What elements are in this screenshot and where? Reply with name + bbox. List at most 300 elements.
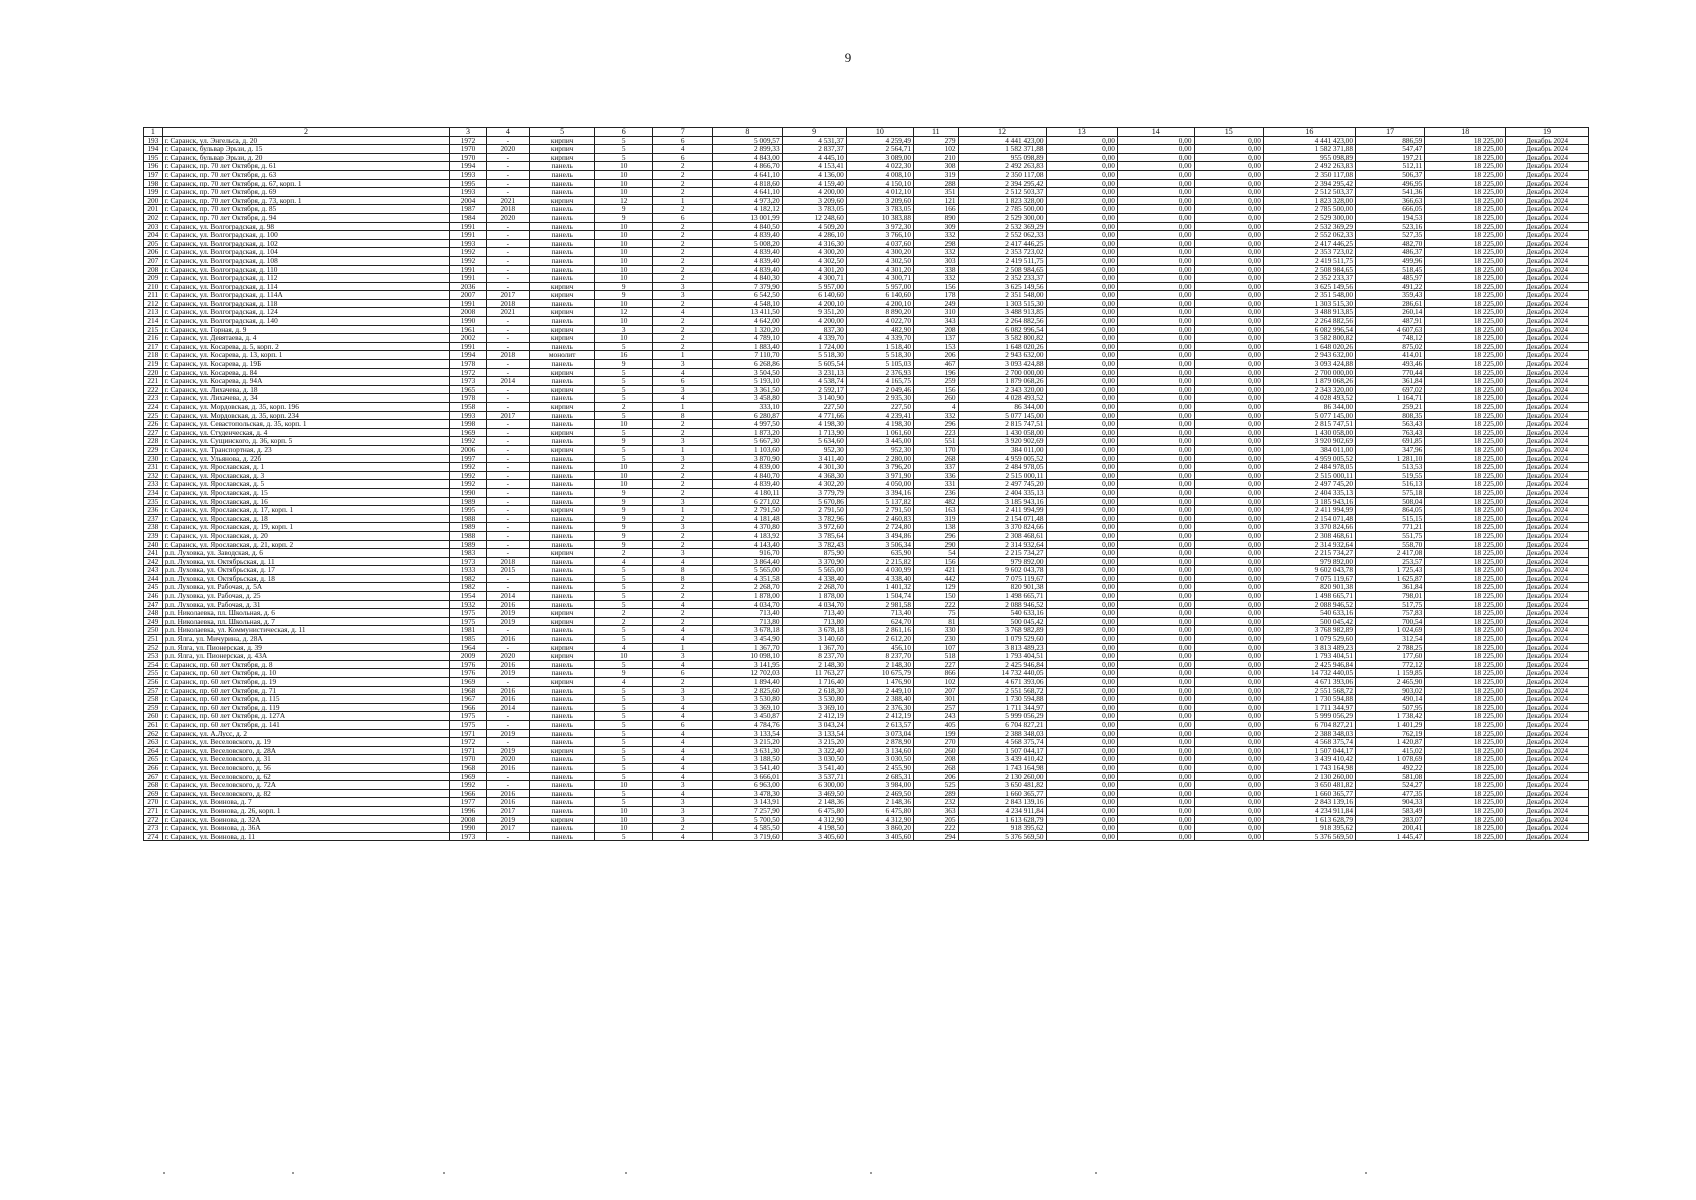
table-row bbox=[144, 592, 1589, 601]
table-cell: Декабрь 2024 bbox=[1506, 394, 1589, 403]
table-cell: 18 225,00 bbox=[1425, 583, 1506, 592]
table-cell: 0,00 bbox=[1046, 239, 1117, 248]
table-cell: 3 445,00 bbox=[846, 437, 913, 446]
table-cell: 261 bbox=[144, 720, 163, 729]
table-cell: 3 782,43 bbox=[782, 540, 846, 549]
table-cell: 2 148,36 bbox=[846, 798, 913, 807]
table-cell: 1 159,85 bbox=[1355, 669, 1424, 678]
table-cell: 2 791,50 bbox=[846, 506, 913, 515]
table-cell: г. Саранск, пр. 60 лет Октября, д. 19 bbox=[162, 678, 450, 687]
table-cell: 0,00 bbox=[1117, 506, 1194, 515]
table-cell: Декабрь 2024 bbox=[1506, 617, 1589, 626]
table-cell: 237 bbox=[144, 514, 163, 523]
table-cell: 4 bbox=[914, 403, 959, 412]
table-cell: 456,10 bbox=[846, 643, 913, 652]
table-cell: 0,00 bbox=[1046, 394, 1117, 403]
table-cell: 0,00 bbox=[1194, 497, 1263, 506]
table-cell: 170 bbox=[914, 445, 959, 454]
table-cell: Декабрь 2024 bbox=[1506, 832, 1589, 841]
table-cell: 0,00 bbox=[1117, 256, 1194, 265]
table-cell: панель bbox=[530, 720, 595, 729]
table-row bbox=[144, 274, 1589, 283]
table-cell: 225 bbox=[144, 411, 163, 420]
table-cell: 0,00 bbox=[1117, 342, 1194, 351]
table-cell: 1 613 628,79 bbox=[1263, 815, 1355, 824]
table-cell: 1991 bbox=[450, 222, 486, 231]
table-cell: 1973 bbox=[450, 557, 486, 566]
table-cell: Декабрь 2024 bbox=[1506, 729, 1589, 738]
table-cell: 255 bbox=[144, 669, 163, 678]
table-cell: 2 148,30 bbox=[846, 660, 913, 669]
table-cell: 0,00 bbox=[1117, 145, 1194, 154]
table-cell: 635,90 bbox=[846, 549, 913, 558]
table-cell: 5 bbox=[595, 136, 653, 145]
table-cell: - bbox=[486, 239, 529, 248]
table-cell: 3 209,60 bbox=[846, 196, 913, 205]
table-cell: - bbox=[486, 772, 529, 781]
table-cell: г. Саранск, ул. Веселовского, д. 82 bbox=[162, 789, 450, 798]
table-cell: - bbox=[486, 188, 529, 197]
table-cell: Декабрь 2024 bbox=[1506, 420, 1589, 429]
table-cell: 500 045,42 bbox=[958, 617, 1046, 626]
table-cell: 820 901,38 bbox=[1263, 583, 1355, 592]
table-cell: 0,00 bbox=[1117, 729, 1194, 738]
table-cell: 272 bbox=[144, 815, 163, 824]
table-cell: 2 815 747,51 bbox=[958, 420, 1046, 429]
table-cell: 197,21 bbox=[1355, 153, 1424, 162]
table-cell: 541,36 bbox=[1355, 188, 1424, 197]
table-cell: 2 791,50 bbox=[713, 506, 782, 515]
table-cell: 5 634,60 bbox=[782, 437, 846, 446]
table-cell: 18 225,00 bbox=[1425, 136, 1506, 145]
table-cell: г. Саранск, ул. Веселовского, д. 31 bbox=[162, 755, 450, 764]
table-cell: Декабрь 2024 bbox=[1506, 454, 1589, 463]
scan-speck bbox=[1365, 1172, 1367, 1174]
table-cell: 3 bbox=[595, 325, 653, 334]
table-cell: панель bbox=[530, 420, 595, 429]
table-cell: 11 763,27 bbox=[782, 669, 846, 678]
table-cell: 0,00 bbox=[1117, 196, 1194, 205]
table-cell: 3 133,54 bbox=[782, 729, 846, 738]
table-cell: 0,00 bbox=[1117, 806, 1194, 815]
table-cell: 0,00 bbox=[1046, 609, 1117, 618]
table-cell: 18 225,00 bbox=[1425, 531, 1506, 540]
table-cell: 236 bbox=[144, 506, 163, 515]
table-cell: 209 bbox=[144, 274, 163, 283]
table-cell: Декабрь 2024 bbox=[1506, 274, 1589, 283]
table-cell: панель bbox=[530, 239, 595, 248]
table-cell: Декабрь 2024 bbox=[1506, 789, 1589, 798]
table-cell: 0,00 bbox=[1117, 265, 1194, 274]
table-cell: 298 bbox=[914, 239, 959, 248]
table-cell: 2 411 994,99 bbox=[958, 506, 1046, 515]
table-row bbox=[144, 729, 1589, 738]
table-cell: Декабрь 2024 bbox=[1506, 428, 1589, 437]
table-cell: 4 818,60 bbox=[713, 179, 782, 188]
scan-speck bbox=[292, 1172, 294, 1174]
table-cell: Декабрь 2024 bbox=[1506, 463, 1589, 472]
table-cell: Декабрь 2024 bbox=[1506, 445, 1589, 454]
table-cell: 2 788,25 bbox=[1355, 643, 1424, 652]
table-cell: 0,00 bbox=[1117, 678, 1194, 687]
table-cell: 2017 bbox=[486, 806, 529, 815]
table-cell: 5 565,00 bbox=[782, 566, 846, 575]
table-cell: 0,00 bbox=[1194, 299, 1263, 308]
table-cell: 4 153,41 bbox=[782, 162, 846, 171]
table-cell: 14 732 440,05 bbox=[1263, 669, 1355, 678]
table-cell: 1 078,69 bbox=[1355, 755, 1424, 764]
table-cell: 18 225,00 bbox=[1425, 360, 1506, 369]
table-cell: 279 bbox=[914, 136, 959, 145]
table-cell: 2009 bbox=[450, 652, 486, 661]
table-cell: 10 bbox=[595, 317, 653, 326]
table-cell: 232 bbox=[914, 798, 959, 807]
table-cell: 18 225,00 bbox=[1425, 772, 1506, 781]
table-cell: 10 bbox=[595, 463, 653, 472]
table-cell: 2 404 335,13 bbox=[958, 488, 1046, 497]
table-cell: 18 225,00 bbox=[1425, 420, 1506, 429]
table-cell: 2 943 632,00 bbox=[958, 351, 1046, 360]
table-cell: 0,00 bbox=[1117, 686, 1194, 695]
table-cell: 4 286,10 bbox=[782, 231, 846, 240]
table-cell: 2 388 348,03 bbox=[958, 729, 1046, 738]
table-cell: Декабрь 2024 bbox=[1506, 523, 1589, 532]
table-cell: панель bbox=[530, 660, 595, 669]
table-cell: 18 225,00 bbox=[1425, 317, 1506, 326]
table-cell: 2 412,19 bbox=[782, 712, 846, 721]
table-cell: монолит bbox=[530, 351, 595, 360]
table-cell: 3 133,54 bbox=[713, 729, 782, 738]
table-cell: 1988 bbox=[450, 514, 486, 523]
table-cell: 713,40 bbox=[782, 609, 846, 618]
table-cell: 2 899,33 bbox=[713, 145, 782, 154]
table-row bbox=[144, 385, 1589, 394]
table-cell: 218 bbox=[144, 351, 163, 360]
table-cell: панель bbox=[530, 712, 595, 721]
table-cell: 2016 bbox=[486, 789, 529, 798]
table-cell: 4 bbox=[653, 703, 713, 712]
table-cell: - bbox=[486, 540, 529, 549]
table-cell: г. Саранск, ул. Косарева, д. 13, корп. 1 bbox=[162, 351, 450, 360]
table-cell: 1977 bbox=[450, 798, 486, 807]
table-cell: г. Саранск, ул. Волгоградская, д. 104 bbox=[162, 248, 450, 257]
table-row bbox=[144, 540, 1589, 549]
table-cell: 2 264 882,56 bbox=[1263, 317, 1355, 326]
table-cell: 5 bbox=[595, 798, 653, 807]
table-cell: 3 209,60 bbox=[782, 196, 846, 205]
table-cell: 243 bbox=[914, 712, 959, 721]
table-row bbox=[144, 635, 1589, 644]
table-cell: 200,41 bbox=[1355, 824, 1424, 833]
table-row bbox=[144, 170, 1589, 179]
table-cell: - bbox=[486, 274, 529, 283]
table-cell: 770,44 bbox=[1355, 368, 1424, 377]
table-cell: 2 564,71 bbox=[846, 145, 913, 154]
table-cell: 211 bbox=[144, 291, 163, 300]
table-cell: кирпич bbox=[530, 196, 595, 205]
table-cell: Декабрь 2024 bbox=[1506, 188, 1589, 197]
scan-speck bbox=[443, 1172, 445, 1174]
table-cell: 6 140,60 bbox=[846, 291, 913, 300]
table-cell: 2 088 946,52 bbox=[1263, 600, 1355, 609]
table-cell: 1 873,20 bbox=[713, 428, 782, 437]
table-cell: Декабрь 2024 bbox=[1506, 755, 1589, 764]
table-cell: 253,57 bbox=[1355, 557, 1424, 566]
table-cell: Декабрь 2024 bbox=[1506, 291, 1589, 300]
table-cell: 4 bbox=[653, 729, 713, 738]
table-cell: 2 551 568,72 bbox=[958, 686, 1046, 695]
column-header: 1 bbox=[144, 128, 163, 137]
table-cell: 5 bbox=[595, 755, 653, 764]
table-cell: панель bbox=[530, 531, 595, 540]
table-cell: 2004 bbox=[450, 196, 486, 205]
table-cell: 241 bbox=[144, 549, 163, 558]
table-cell: 523,16 bbox=[1355, 222, 1424, 231]
table-cell: 0,00 bbox=[1046, 428, 1117, 437]
table-cell: - bbox=[486, 385, 529, 394]
table-cell: Декабрь 2024 bbox=[1506, 583, 1589, 592]
table-cell: 558,70 bbox=[1355, 540, 1424, 549]
table-cell: р.п. Луховка, ул. Рабочая, д. 5А bbox=[162, 583, 450, 592]
table-cell: 864,05 bbox=[1355, 506, 1424, 515]
table-cell: г. Саранск, ул. Воинова, д. 26, корп. 1 bbox=[162, 806, 450, 815]
table-cell: 3 870,90 bbox=[713, 454, 782, 463]
table-cell: 772,12 bbox=[1355, 660, 1424, 669]
table-cell: Декабрь 2024 bbox=[1506, 213, 1589, 222]
table-cell: 260 bbox=[144, 712, 163, 721]
table-cell: 3 813 489,23 bbox=[1263, 643, 1355, 652]
table-cell: г. Саранск, ул. Севастопольская, д. 35, корп. 1 bbox=[162, 420, 450, 429]
table-cell: Декабрь 2024 bbox=[1506, 265, 1589, 274]
table-cell: панель bbox=[530, 454, 595, 463]
table-cell: 2 724,80 bbox=[846, 523, 913, 532]
table-cell: 216 bbox=[144, 334, 163, 343]
table-cell: 259 bbox=[914, 377, 959, 386]
table-cell: 1 660 365,77 bbox=[958, 789, 1046, 798]
table-cell: Декабрь 2024 bbox=[1506, 600, 1589, 609]
table-cell: 2 532 369,29 bbox=[1263, 222, 1355, 231]
table-cell: 4 301,20 bbox=[782, 265, 846, 274]
table-cell: 361,84 bbox=[1355, 583, 1424, 592]
table-cell: 3 089,00 bbox=[846, 153, 913, 162]
table-cell: 2 bbox=[653, 248, 713, 257]
table-cell: - bbox=[486, 471, 529, 480]
table-cell: 477,35 bbox=[1355, 789, 1424, 798]
table-cell: 18 225,00 bbox=[1425, 428, 1506, 437]
table-cell: 4 022,30 bbox=[846, 162, 913, 171]
table-cell: 1970 bbox=[450, 755, 486, 764]
table-cell: 18 225,00 bbox=[1425, 153, 1506, 162]
table-cell: 2 351 548,00 bbox=[958, 291, 1046, 300]
table-cell: 227,50 bbox=[782, 403, 846, 412]
table-cell: - bbox=[486, 712, 529, 721]
table-cell: - bbox=[486, 368, 529, 377]
table-cell: 4 607,63 bbox=[1355, 325, 1424, 334]
table-cell: 2 618,30 bbox=[782, 686, 846, 695]
table-cell: 206 bbox=[914, 772, 959, 781]
table-row bbox=[144, 824, 1589, 833]
table-cell: 1970 bbox=[450, 145, 486, 154]
table-cell: 467 bbox=[914, 360, 959, 369]
table-cell: 0,00 bbox=[1117, 299, 1194, 308]
table-cell: р.п. Луховка, ул. Рабочая, д. 31 bbox=[162, 600, 450, 609]
table-cell: 1 bbox=[653, 506, 713, 515]
table-cell: - bbox=[486, 342, 529, 351]
table-cell: панель bbox=[530, 205, 595, 214]
table-cell: 210 bbox=[914, 153, 959, 162]
table-cell: г. Саранск, ул. Мордовская, д. 35, корп. 234 bbox=[162, 411, 450, 420]
table-cell: 1991 bbox=[450, 265, 486, 274]
table-cell: кирпич bbox=[530, 617, 595, 626]
table-cell: - bbox=[486, 678, 529, 687]
table-cell: Декабрь 2024 bbox=[1506, 703, 1589, 712]
table-cell: Декабрь 2024 bbox=[1506, 145, 1589, 154]
table-cell: 1968 bbox=[450, 686, 486, 695]
table-row bbox=[144, 145, 1589, 154]
table-cell: 2019 bbox=[486, 746, 529, 755]
table-cell: 2018 bbox=[486, 351, 529, 360]
table-cell: 918 395,62 bbox=[1263, 824, 1355, 833]
table-cell: 1 793 404,51 bbox=[1263, 652, 1355, 661]
table-cell: Декабрь 2024 bbox=[1506, 377, 1589, 386]
table-cell: г. Саранск, пр. 70 лет Октября, д. 61 bbox=[162, 162, 450, 171]
table-cell: 0,00 bbox=[1117, 738, 1194, 747]
table-cell: 156 bbox=[914, 385, 959, 394]
column-header: 6 bbox=[595, 128, 653, 137]
table-cell: Декабрь 2024 bbox=[1506, 411, 1589, 420]
table-cell: 2 529 300,00 bbox=[958, 213, 1046, 222]
table-cell: 2 bbox=[653, 540, 713, 549]
table-cell: 5 bbox=[595, 729, 653, 738]
table-cell: 0,00 bbox=[1194, 360, 1263, 369]
table-row bbox=[144, 789, 1589, 798]
table-cell: 18 225,00 bbox=[1425, 824, 1506, 833]
table-cell: 3 370 824,66 bbox=[1263, 523, 1355, 532]
table-cell: 4 bbox=[653, 394, 713, 403]
table-cell: 8 237,70 bbox=[846, 652, 913, 661]
table-cell: 0,00 bbox=[1117, 248, 1194, 257]
table-cell: 3 030,50 bbox=[782, 755, 846, 764]
table-cell: г. Саранск, ул. Веселовского, д. 72А bbox=[162, 781, 450, 790]
table-cell: Декабрь 2024 bbox=[1506, 695, 1589, 704]
table-cell: 1982 bbox=[450, 583, 486, 592]
table-cell: 194 bbox=[144, 145, 163, 154]
table-row bbox=[144, 660, 1589, 669]
table-cell: 0,00 bbox=[1046, 325, 1117, 334]
table-cell: Декабрь 2024 bbox=[1506, 471, 1589, 480]
table-cell: 5 bbox=[595, 626, 653, 635]
table-cell: 2 515 000,11 bbox=[1263, 471, 1355, 480]
table-cell: 18 225,00 bbox=[1425, 652, 1506, 661]
table-cell: 2 512 503,37 bbox=[1263, 188, 1355, 197]
table-cell: 2 049,46 bbox=[846, 385, 913, 394]
table-cell: 3 469,50 bbox=[782, 789, 846, 798]
table-cell: г. Саранск, пр. 70 лет Октября, д. 94 bbox=[162, 213, 450, 222]
table-cell: 5 bbox=[595, 574, 653, 583]
table-cell: 4 050,00 bbox=[846, 480, 913, 489]
table-cell: 482,70 bbox=[1355, 239, 1424, 248]
table-cell: 0,00 bbox=[1194, 256, 1263, 265]
table-cell: 1 367,70 bbox=[782, 643, 846, 652]
table-cell: 3 188,50 bbox=[713, 755, 782, 764]
table-cell: 199 bbox=[144, 188, 163, 197]
table-cell: 4 370,80 bbox=[713, 523, 782, 532]
table-cell: 5 bbox=[595, 368, 653, 377]
table-cell: Декабрь 2024 bbox=[1506, 256, 1589, 265]
table-cell: 303 bbox=[914, 256, 959, 265]
table-cell: г. Саранск, пр. 60 лет Октября, д. 115 bbox=[162, 695, 450, 704]
table-cell: 2 bbox=[653, 420, 713, 429]
table-cell: 236 bbox=[914, 488, 959, 497]
table-cell: 18 225,00 bbox=[1425, 600, 1506, 609]
table-cell: 18 225,00 bbox=[1425, 162, 1506, 171]
table-cell: г. Саранск, ул. Ярославская, д. 20 bbox=[162, 531, 450, 540]
table-cell: 384 011,00 bbox=[958, 445, 1046, 454]
table-cell: 5 bbox=[595, 342, 653, 351]
table-cell: кирпич bbox=[530, 643, 595, 652]
table-cell: Декабрь 2024 bbox=[1506, 248, 1589, 257]
table-cell: 0,00 bbox=[1194, 454, 1263, 463]
table-cell: г. Саранск, ул. Ярославская, д. 21, корп. 2 bbox=[162, 540, 450, 549]
table-cell: г. Саранск, ул. Воинова, д. 7 bbox=[162, 798, 450, 807]
column-header: 14 bbox=[1117, 128, 1194, 137]
table-cell: - bbox=[486, 403, 529, 412]
table-cell: 1 430 058,00 bbox=[1263, 428, 1355, 437]
table-cell: г. Саранск, ул. Горная, д. 9 bbox=[162, 325, 450, 334]
table-cell: 0,00 bbox=[1194, 153, 1263, 162]
table-row bbox=[144, 600, 1589, 609]
table-cell: г. Саранск, ул. Сущинского, д. 36, корп. 5 bbox=[162, 437, 450, 446]
table-cell: г. Саранск, ул. Ярославская, д. 3 bbox=[162, 471, 450, 480]
table-cell: 540 633,16 bbox=[958, 609, 1046, 618]
table-cell: 1971 bbox=[450, 729, 486, 738]
table-cell: 0,00 bbox=[1046, 248, 1117, 257]
table-cell: 0,00 bbox=[1117, 291, 1194, 300]
table-cell: 1933 bbox=[450, 566, 486, 575]
table-cell: панель bbox=[530, 686, 595, 695]
table-cell: 3 093 424,88 bbox=[1263, 360, 1355, 369]
table-cell: 18 225,00 bbox=[1425, 454, 1506, 463]
table-cell: г. Саранск, ул. Косарева, д. 19Б bbox=[162, 360, 450, 369]
table-cell: г. Саранск, ул. Косарева, д. 94А bbox=[162, 377, 450, 386]
table-cell: 332 bbox=[914, 411, 959, 420]
table-cell: Декабрь 2024 bbox=[1506, 549, 1589, 558]
scan-speck bbox=[163, 1172, 165, 1174]
table-cell: 2016 bbox=[486, 686, 529, 695]
table-row bbox=[144, 299, 1589, 308]
table-cell: 102 bbox=[914, 678, 959, 687]
table-cell: 1 401,32 bbox=[846, 583, 913, 592]
table-cell: 3 bbox=[653, 815, 713, 824]
table-cell: 8 bbox=[653, 411, 713, 420]
table-cell: 1971 bbox=[450, 746, 486, 755]
table-cell: 3 bbox=[653, 360, 713, 369]
table-cell: 0,00 bbox=[1117, 798, 1194, 807]
table-cell: 0,00 bbox=[1194, 506, 1263, 515]
table-cell: 1972 bbox=[450, 368, 486, 377]
table-cell: 0,00 bbox=[1194, 445, 1263, 454]
table-cell: 333,10 bbox=[713, 403, 782, 412]
table-cell: 3 093 424,88 bbox=[958, 360, 1046, 369]
table-cell: 2 497 745,20 bbox=[958, 480, 1046, 489]
housing-table-sheet bbox=[143, 127, 1589, 841]
table-cell: 1 582 371,88 bbox=[958, 145, 1046, 154]
table-cell: Декабрь 2024 bbox=[1506, 136, 1589, 145]
table-cell: 7 075 119,67 bbox=[1263, 574, 1355, 583]
table-cell: 4 641,10 bbox=[713, 188, 782, 197]
table-cell: 294 bbox=[914, 832, 959, 841]
table-cell: Декабрь 2024 bbox=[1506, 772, 1589, 781]
